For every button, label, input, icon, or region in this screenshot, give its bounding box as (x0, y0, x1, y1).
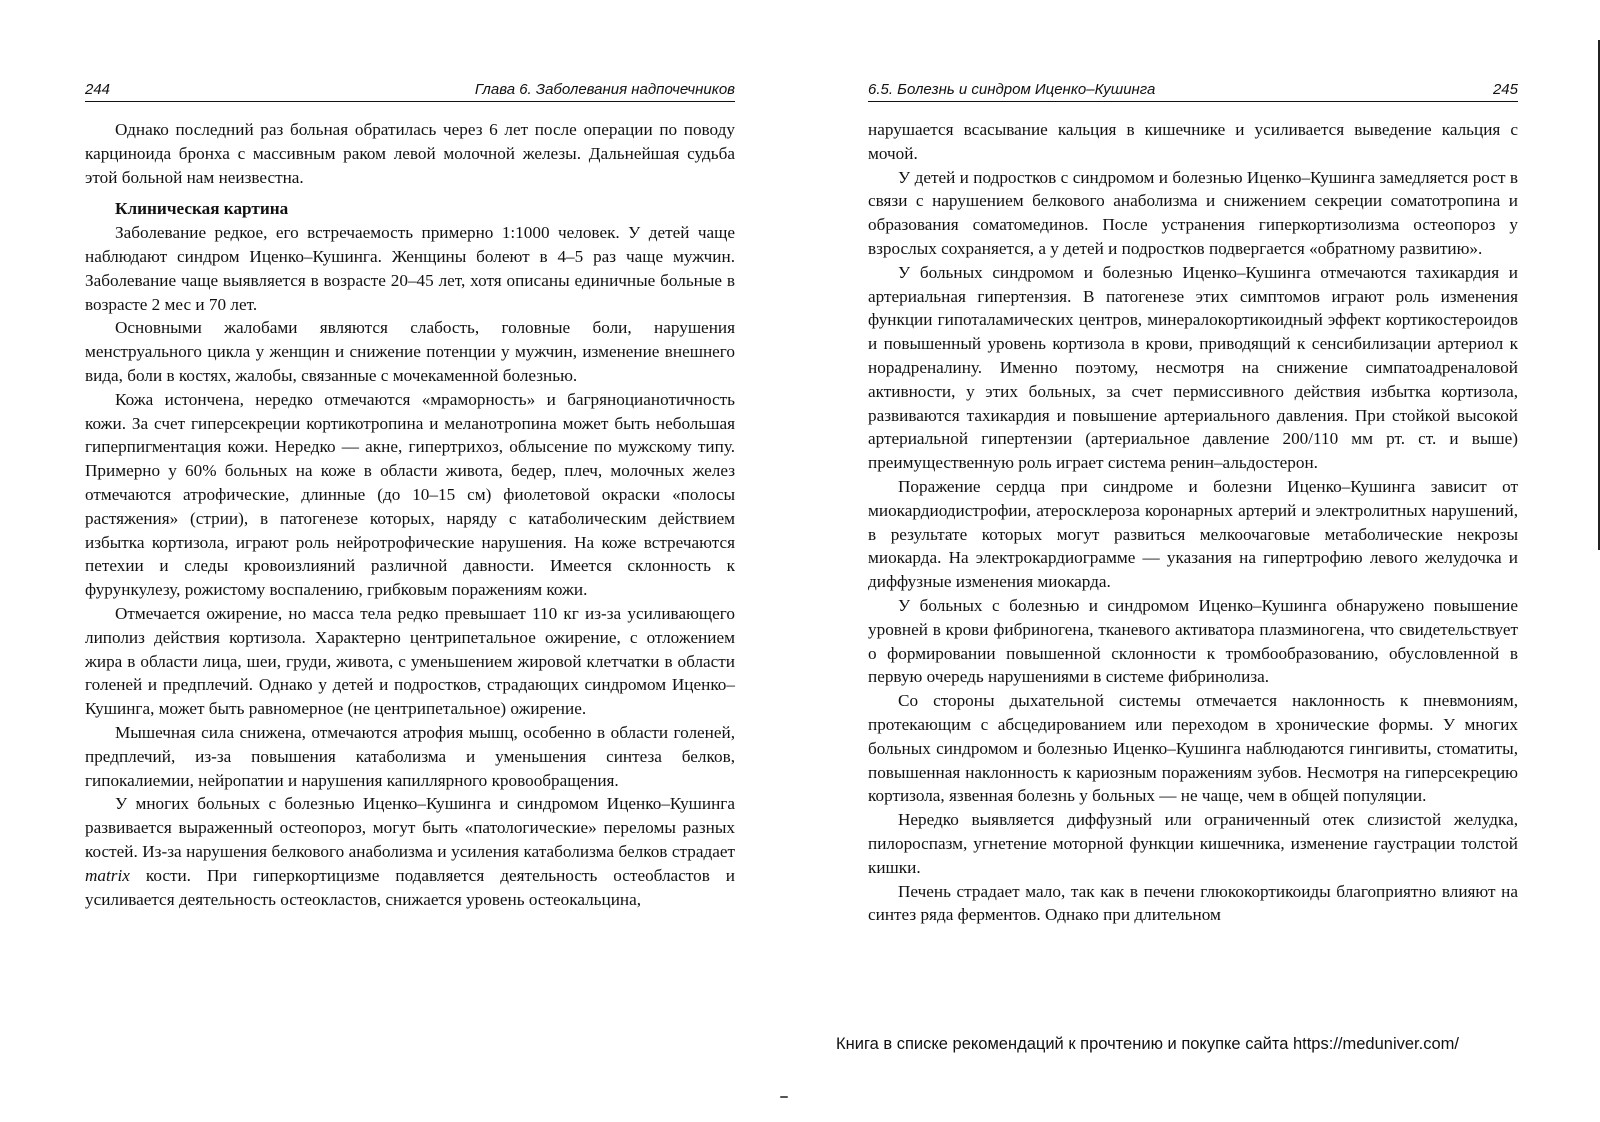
paragraph-prevalence: Заболевание редкое, его встречаемость примерно 1:1000 человек. У детей чаще наблюдают синдром Иценко–Кушинга. Женщины болеют в 4–5 раз чаще мужчин. Заболевание чаще выявляется в возрасте 20–45 лет, хотя описаны единичные больные в возрасте 2 мес и 70 лет. (85, 223, 735, 314)
osteoporosis-text-end: кости. При гиперкортицизме подавляется деятельность остеобластов и усиливается деятельность остеокластов, снижается уровень остеокальцина, (85, 865, 735, 909)
paragraph-osteoporosis (85, 792, 735, 911)
running-title-right: 6.5. Болезнь и синдром Иценко–Кушинга (868, 81, 1156, 98)
running-head-right (868, 72, 1518, 102)
scan-artifact (780, 1096, 788, 1098)
left-page (85, 72, 735, 911)
right-page (868, 72, 1518, 927)
section-heading: Клиническая картина (115, 199, 289, 219)
left-page-body (85, 118, 735, 911)
paragraph-respiratory: Со стороны дыхательной системы отмечается наклонность к пневмониям, протекающим с абсцедированием или переходом в хронические формы. У многих больных синдромом и болезнью Иценко–Кушинга наблюдаются гингивиты, стоматиты, повышенная наклонность к кариозным поражениям зубов. Несмотря на гиперсекрецию кортизола, язвенная болезнь у больных — не чаще, чем в общей популяции. (868, 691, 1518, 806)
paragraph-coagulation: У больных с болезнью и синдромом Иценко–Кушинга обнаружено повышение уровней в крови фибриногена, тканевого активатора плазминогена, что свидетельствует о формировании повышенной склонности к тромбообразованию, обусловленной в первую очередь нарушениями в системе фибринолиза. (868, 595, 1518, 687)
paragraph-muscle: Мышечная сила снижена, отмечаются атрофия мышц, особенно в области голеней, предплечий, из-за повышения катаболизма и уменьшения синтеза белков, гипокалиемии, нейропатии и нарушения капиллярного кровообращения. (85, 722, 735, 790)
opening-paragraph: Однако последний раз больная обратилась через 6 лет после операции по поводу карциноида бронха с массивным раком левой молочной железы. Дальнейшая судьба этой больной нам неизвестна. (85, 120, 735, 187)
paragraph-hypertension: У больных синдромом и болезнью Иценко–Кушинга отмечаются тахикардия и артериальная гипертензия. В патогенезе этих симптомов играют роль изменения функции гипоталамических центров, минералокортикоидный эффект кортикостероидов и повышенный уровень кортизола в крови, приводящий к сенсибилизации артериол к норадреналину. Именно поэтому, несмотря на снижение симпатоадреналовой активности, у этих больных, за счет пермиссивного действия избытка кортизола, развиваются тахикардия и повышение артериального давления. При стойкой высокой артериальной гипертензии (артериальное давление 200/110 мм рт. ст. и выше) преимущественную роль играет система ренин–альдостерон. (868, 262, 1518, 473)
page-number-left: 244 (85, 81, 111, 98)
paragraph-complaints: Основными жалобами являются слабость, головные боли, нарушения менструального цикла у женщин и снижение потенции у мужчин, изменение внешнего вида, боли в костях, жалобы, связанные с мочекаменной болезнью. (85, 318, 735, 385)
osteoporosis-text-start: У многих больных с болезнью Иценко–Кушинга и синдромом Иценко–Кушинга развивается выраженный остеопороз, могут быть «патологические» переломы разных костей. Из-за нарушения белкового анаболизма и усиления катаболизма белков страдает (85, 794, 735, 861)
source-note: Книга в списке рекомендаций к прочтению и покупке сайта https://meduniver.com/ (836, 1035, 1459, 1053)
paragraph-liver: Печень страдает мало, так как в печени глюкокортикоиды благоприятно влияют на синтез ряда ферментов. Однако при длительном (868, 881, 1518, 925)
paragraph-skin: Кожа истончена, нередко отмечаются «мраморность» и багряноцианотичность кожи. За счет гиперсекреции кортикотропина и меланотропина может быть небольшая гиперпигментация кожи. Нередко — акне, гипертрихоз, облысение по мужскому типу. Примерно у 60% больных на коже в области живота, бедер, плеч, молочных желез отмечаются атрофические, длинные (до 10–15 см) фиолетовой окраски «полосы растяжения» (стрии), в патогенезе которых, наряду с катаболическим действием избытка кортизола, играют роль нейротрофические нарушения. На коже встречаются петехии и следы кровоизлияний различной давности. Имеется склонность к фурункулезу, рожистому воспалению, грибковым поражениям кожи. (85, 389, 735, 600)
paragraph-growth: У детей и подростков с синдромом и болезнью Иценко–Кушинга замедляется рост в связи с нарушением белкового анаболизма и снижением секреции соматотропина и образования соматомединов. После устранения гиперкортизолизма остеопороз у взрослых сохраняется, а у детей и подростков подвергается «обратному развитию». (868, 167, 1518, 258)
paragraph-obesity: Отмечается ожирение, но масса тела редко превышает 110 кг из-за усиливающего липолиз действия кортизола. Характерно центрипетальное ожирение, с отложением жира в области лица, шеи, груди, живота, с уменьшением жировой клетчатки в области голеней и предплечий. Однако у детей и подростков, страдающих синдромом Иценко–Кушинга, может быть равномерное (не центрипетальное) ожирение. (85, 603, 735, 719)
continuation-paragraph: нарушается всасывание кальция в кишечнике и усиливается выведение кальция с мочой. (868, 120, 1518, 163)
paragraph-gastric: Нередко выявляется диффузный или ограниченный отек слизистой желудка, пилороспазм, угнетение моторной функции кишечника, изменение гаустрации толстой кишки. (868, 810, 1518, 877)
paragraph-heart: Поражение сердца при синдроме и болезни Иценко–Кушинга зависит от миокардиодистрофии, атеросклероза коронарных артерий и электролитных нарушений, в результате которых могут развиться мелкоочаговые метаболические некрозы миокарда. На электрокардиограмме — указания на гипертрофию левого желудочка и диффузные изменения миокарда. (868, 476, 1518, 592)
right-page-body (868, 118, 1518, 927)
running-head-left (85, 72, 735, 102)
matrix-term: matrix (85, 865, 130, 885)
running-title-left: Глава 6. Заболевания надпочечников (474, 81, 735, 98)
page-number-right: 245 (1492, 81, 1518, 98)
